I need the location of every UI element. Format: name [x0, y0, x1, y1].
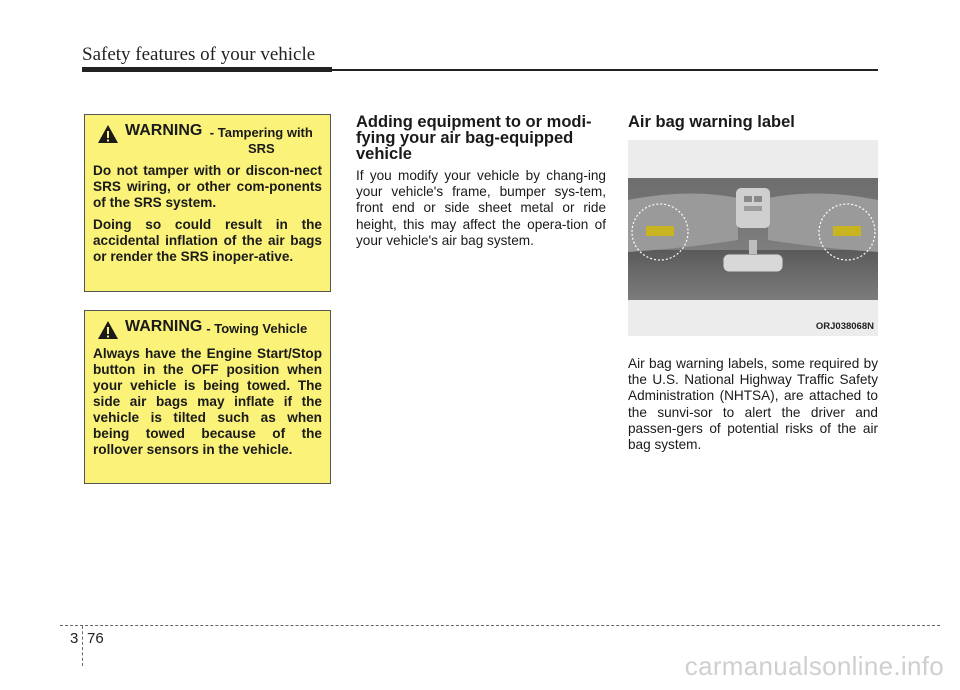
warning-subtitle: - Tampering with SRS — [209, 125, 313, 156]
warning-paragraph: Do not tamper with or discon-nect SRS wiring, or other com-ponents of the SRS system. — [93, 163, 322, 210]
header-rule-accent — [82, 67, 332, 72]
warning-word: WARNING — [125, 318, 203, 335]
warning-header — [93, 319, 322, 340]
section-body-airbag-label: Air bag warning labels, some required by the U.S. National Highway Traffic Safety Administration (NHTSA), are attached to the sunvi-sor to alert the driver and passen-gers of potential risks of the air bag system. — [628, 356, 878, 453]
chapter-number: 3 — [70, 630, 79, 647]
warning-box-towing — [84, 310, 331, 484]
warning-paragraph: Doing so could result in the accidental inflation of the air bags or render the SRS inoper-ative. — [93, 217, 322, 264]
sunvisor-airbag-label-image — [628, 140, 878, 336]
warning-header — [93, 123, 322, 157]
watermark: carmanualsonline.info — [684, 651, 944, 681]
warning-box-tampering — [84, 114, 331, 292]
warning-subtitle: - Towing Vehicle — [206, 321, 308, 336]
warning-paragraph: Always have the Engine Start/Stop button in the OFF position when your vehicle is being towed. The side air bags may inflate if the vehicle is tilted such as when being towed because of the rollover sensors in the vehicle. — [93, 346, 322, 457]
section-body-adding-equipment: If you modify your vehicle by chang-ing your vehicle's frame, bumper sys-tem, front end or side sheet metal or ride height, this may affect the opera-tion of your vehicle's air bag system. — [356, 168, 606, 248]
section-heading-adding-equipment: Adding equipment to or modi-fying your air bag-equipped vehicle — [356, 113, 592, 163]
warning-triangle-icon — [97, 124, 119, 144]
footer-rule — [60, 625, 940, 626]
header-title: Safety features of your vehicle — [82, 44, 316, 65]
page-number: 76 — [87, 630, 104, 647]
warning-triangle-icon — [97, 320, 119, 340]
warning-word: WARNING — [125, 122, 203, 139]
sunvisor-illustration — [628, 140, 878, 336]
page-number-divider — [82, 626, 83, 666]
image-code: ORJ038068N — [815, 321, 874, 332]
section-heading-airbag-label: Air bag warning label — [628, 113, 795, 131]
